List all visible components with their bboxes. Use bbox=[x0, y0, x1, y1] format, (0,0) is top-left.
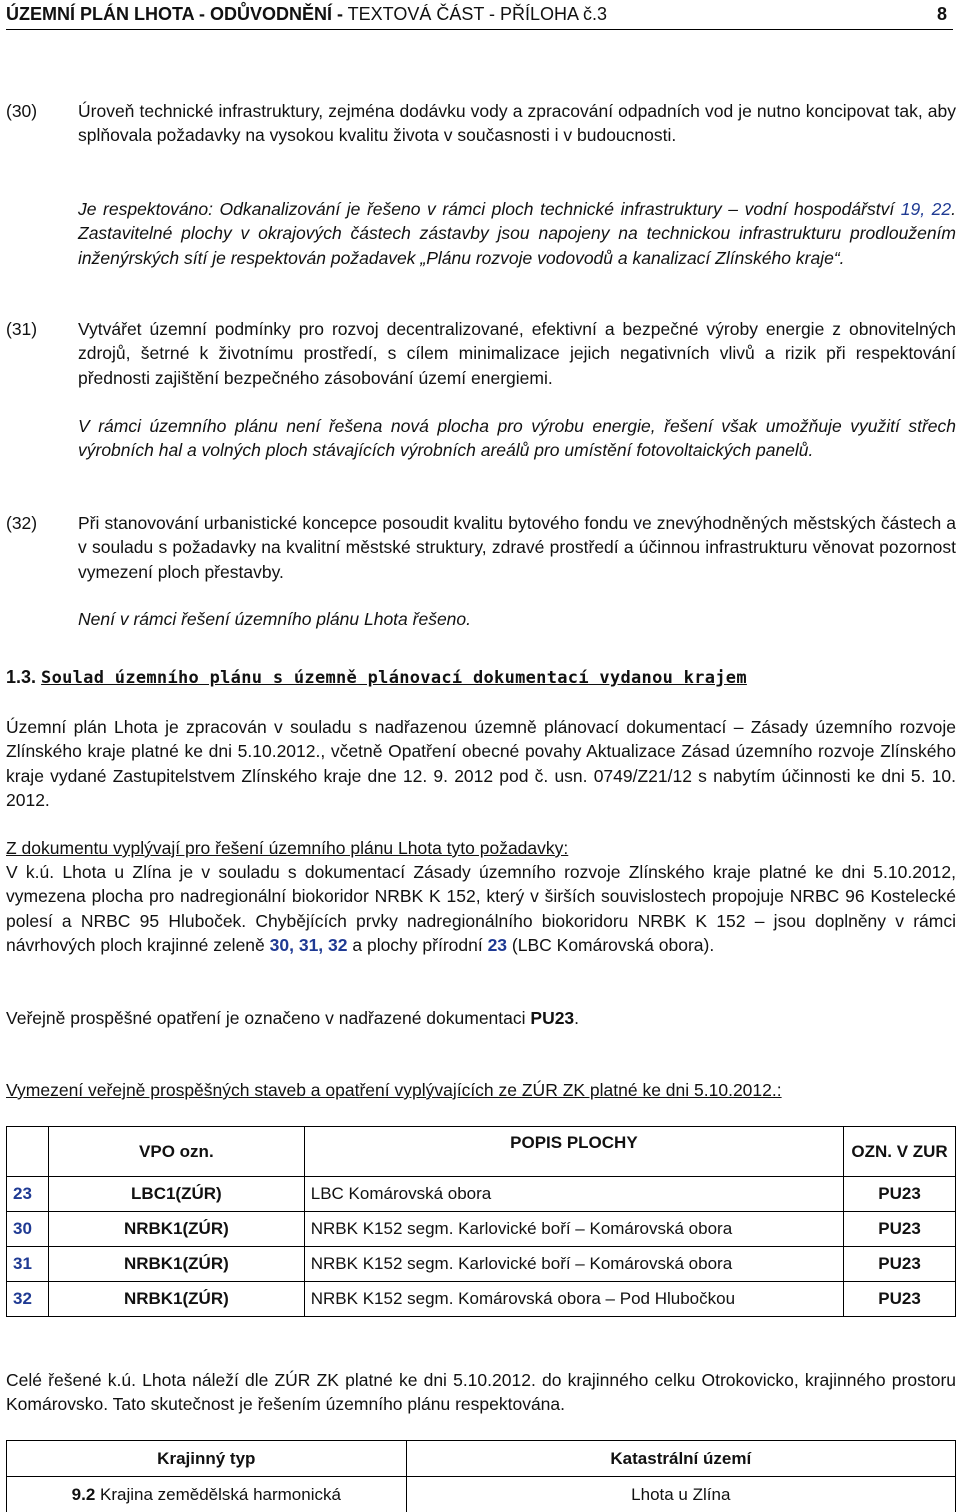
response-30-part-b: . Zastavitelné plochy v okrajových částech zástavby jsou napojeny na technickou infrastrukturu prodloužením inženýrských sítí je respektován požadavek „Plánu rozvoje vodovodů a kanalizací Zlínského kraje“. bbox=[78, 199, 956, 268]
response-30-plot-numbers: 19, 22 bbox=[900, 199, 952, 219]
landscape-area-cell: Lhota u Zlína bbox=[406, 1477, 955, 1512]
row-plot-number: 30 bbox=[7, 1212, 49, 1247]
row-vpo-code: LBC1(ZÚR) bbox=[48, 1177, 304, 1212]
row-description: NRBK K152 segm. Komárovská obora – Pod Hlubočkou bbox=[304, 1282, 843, 1317]
header-title bbox=[6, 4, 607, 25]
row-vpo-code: NRBK1(ZÚR) bbox=[48, 1212, 304, 1247]
paragraph-landscape: Celé řešené k.ú. Lhota náleží dle ZÚR ZK platné ke dni 5.10.2012. do krajinného celku Otrokovicko, krajinného prostoru Komárovsko. Tato skutečnost je řešením územního plánu respektována. bbox=[6, 1370, 956, 1415]
vpo-header-code: VPO ozn. bbox=[48, 1127, 304, 1177]
section-title bbox=[6, 664, 747, 691]
item-response-31: V rámci územního plánu není řešena nová plocha pro výrobu energie, řešení však umožňuje využití střech výrobních hal a volných ploch stávajících výrobních areálů pro umístění fotovoltaických panelů. bbox=[78, 416, 956, 461]
table-row bbox=[7, 1247, 956, 1282]
item-text-31: Vytvářet územní podmínky pro rozvoj decentralizované, efektivní a bezpečné výroby energie z obnovitelných zdrojů, šetrné k životnímu prostředí, s cílem minimalizace jejich negativních vlivů a rizik při respektování přednosti zajištění bezpečného zásobování území energiemi. bbox=[78, 319, 956, 388]
vpo-header-number bbox=[7, 1127, 49, 1177]
paragraph-requirements bbox=[6, 860, 956, 958]
row-plot-number: 31 bbox=[7, 1247, 49, 1282]
paragraph-requirements-heading: Z dokumentu vyplývají pro řešení územního plánu Lhota tyto požadavky: bbox=[6, 838, 569, 858]
pu23-end: . bbox=[574, 1008, 580, 1028]
landscape-type-name: Krajina zemědělská harmonická bbox=[95, 1484, 341, 1504]
section-number: 1.3. bbox=[6, 667, 37, 687]
vpo-table-header-row bbox=[7, 1127, 956, 1177]
landscape-table bbox=[6, 1440, 956, 1512]
row-description: LBC Komárovská obora bbox=[304, 1177, 843, 1212]
row-zur-code: PU23 bbox=[844, 1177, 956, 1212]
row-description: NRBK K152 segm. Karlovické boří – Komárovská obora bbox=[304, 1212, 843, 1247]
table-row bbox=[7, 1212, 956, 1247]
header-title-bold: ÚZEMNÍ PLÁN LHOTA - ODŮVODNĚNÍ - bbox=[6, 4, 343, 24]
requirements-plot-numbers: 30, 31, 32 bbox=[269, 935, 348, 956]
item-response-30 bbox=[78, 197, 956, 270]
response-30-part-a: Je respektováno: Odkanalizování je řešeno v rámci ploch technické infrastruktury – vodní hospodářství bbox=[78, 199, 901, 219]
pu23-text: Veřejně prospěšné opatření je označeno v nadřazené dokumentaci bbox=[6, 1008, 531, 1028]
item-number-31: (31) bbox=[6, 319, 38, 339]
row-zur-code: PU23 bbox=[844, 1282, 956, 1317]
paragraph-zur-compliance: Územní plán Lhota je zpracován v souladu s nadřazenou územně plánovací dokumentací – Zásady územního rozvoje Zlínského kraje platné ke dni 5.10.2012., včetně Opatření obecné povahy Aktualizace Zásad územního rozvoje Zlínského kraje vydané Zastupitelstvem Zlínského kraje dne 12. 9. 2012 pod č. usn. 0749/Z21/12 s nabytím účinnosti ke dni 5. 10. 2012. bbox=[6, 717, 956, 811]
row-vpo-code: NRBK1(ZÚR) bbox=[48, 1247, 304, 1282]
item-text-30: Úroveň technické infrastruktury, zejména dodávku vody a zpracování odpadních vod je nutno koncipovat tak, aby splňovala požadavky na vysokou kvalitu života v současnosti i v budoucnosti. bbox=[78, 101, 956, 146]
requirements-text: V k.ú. Lhota u Zlína je v souladu s dokumentací Zásady územního rozvoje Zlínského kraje platné ke dni 5.10.2012, vymezena plocha pro nadregionální biokoridor NRBK K 152, který v širších souvislostech propojuje NRBC 96 Kostelecké polesí a NRBC 95 Hluboček. Chybějících prvky nadregionálního biokoridoru NRBK K 152 – jsou doplněny v rámci návrhových ploch krajinné zeleně bbox=[6, 862, 956, 956]
requirements-mid: a plochy přírodní bbox=[347, 935, 488, 956]
landscape-type-code: 9.2 bbox=[71, 1484, 96, 1504]
item-number-32: (32) bbox=[6, 513, 38, 533]
table-row bbox=[7, 1477, 956, 1512]
table-row bbox=[7, 1177, 956, 1212]
row-vpo-code: NRBK1(ZÚR) bbox=[48, 1282, 304, 1317]
landscape-header-area: Katastrální území bbox=[406, 1441, 955, 1477]
item-response-32: Není v rámci řešení územního plánu Lhota řešeno. bbox=[78, 609, 471, 629]
row-description: NRBK K152 segm. Karlovické boří – Komárovská obora bbox=[304, 1247, 843, 1282]
vpo-header-description: POPIS PLOCHY bbox=[304, 1127, 843, 1177]
row-zur-code: PU23 bbox=[844, 1247, 956, 1282]
paragraph-vpo-heading: Vymezení veřejně prospěšných staveb a opatření vyplývajících ze ZÚR ZK platné ke dni 5.10.2012.: bbox=[6, 1080, 782, 1100]
section-heading: Soulad územního plánu s územně plánovací dokumentací vydanou krajem bbox=[41, 668, 747, 688]
item-number-30: (30) bbox=[6, 101, 38, 121]
requirements-plot-number-23: 23 bbox=[487, 935, 508, 956]
page-header bbox=[6, 2, 953, 30]
landscape-type-cell bbox=[7, 1477, 407, 1512]
landscape-table-header-row bbox=[7, 1441, 956, 1477]
table-row bbox=[7, 1282, 956, 1317]
row-plot-number: 23 bbox=[7, 1177, 49, 1212]
paragraph-pu23 bbox=[6, 1006, 956, 1030]
item-text-32: Při stanovování urbanistické koncepce posoudit kvalitu bytového fondu ve znevýhodněných městských částech a v souladu s požadavky na kvalitní městské struktury, zdravé prostředí a účinnou infrastrukturu věnovat pozornost vymezení ploch přestavby. bbox=[78, 513, 956, 582]
landscape-header-type: Krajinný typ bbox=[7, 1441, 407, 1477]
row-plot-number: 32 bbox=[7, 1282, 49, 1317]
page-number: 8 bbox=[936, 4, 947, 24]
header-title-rest: TEXTOVÁ ČÁST - PŘÍLOHA č.3 bbox=[342, 4, 608, 24]
row-zur-code: PU23 bbox=[844, 1212, 956, 1247]
requirements-end: (LBC Komárovská obora). bbox=[507, 935, 715, 956]
vpo-table bbox=[6, 1126, 956, 1317]
pu23-code: PU23 bbox=[530, 1008, 575, 1028]
vpo-header-zur: OZN. V ZUR bbox=[844, 1127, 956, 1177]
